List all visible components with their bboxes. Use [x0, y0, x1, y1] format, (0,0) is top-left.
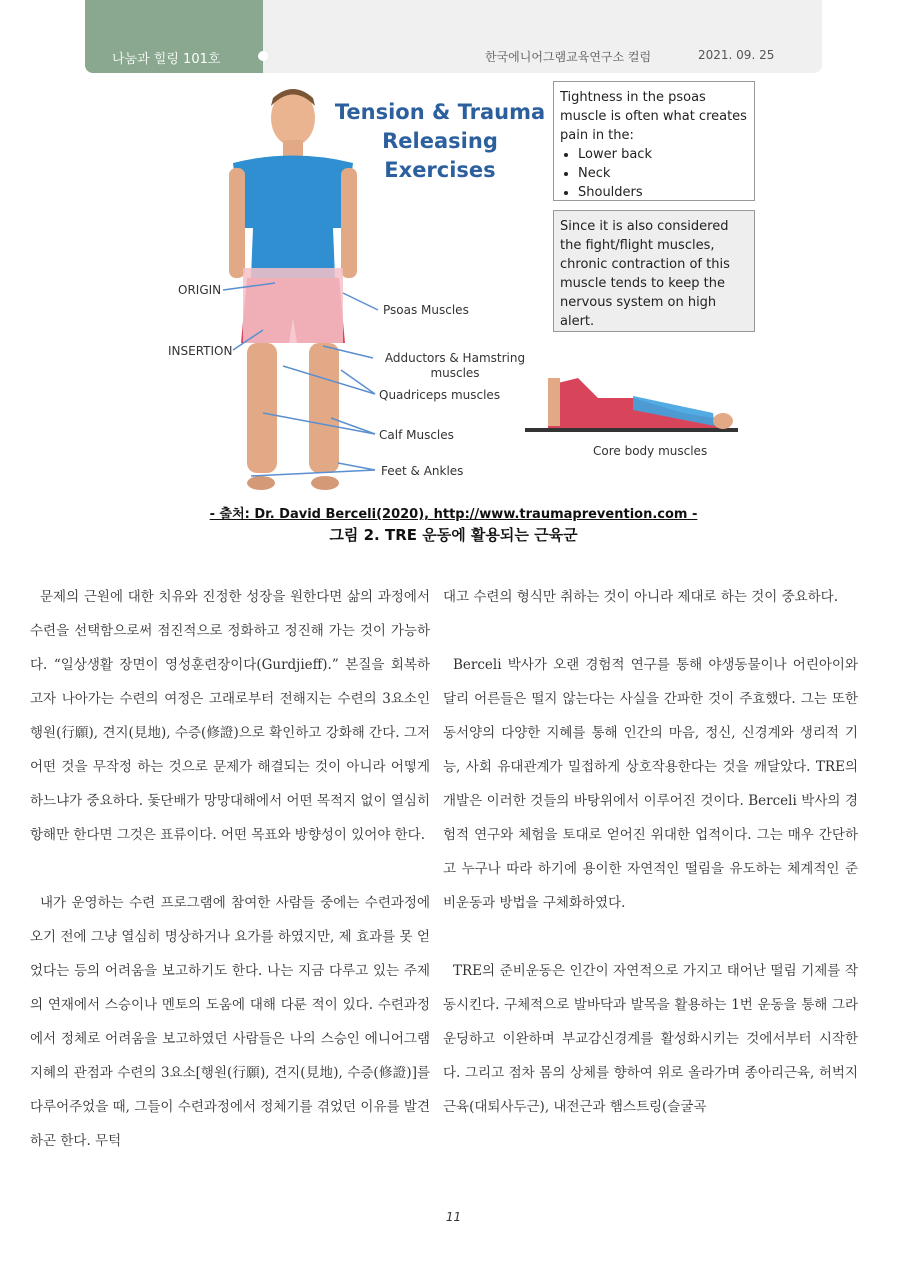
psoas-tightness-text: Tightness in the psoas muscle is often what creates pain in the: [560, 90, 747, 143]
pain-area-item: • Lower back [578, 145, 748, 164]
label-feet: Feet & Ankles [381, 464, 464, 478]
bridge-pose-image [525, 378, 738, 430]
paragraph: Berceli 박사가 오랜 경험적 연구를 통해 야생동물이나 어린아이와 달리 어른들은 떨지 않는다는 사실을 간파한 것이 주효했다. 그는 또한 동서양의 다양한 지혜를 통해 인간의 마음, 정신, 신경계와 생리적 기능, 사회 유대관계가 밀접하게 상호작용한다는 것을 깨달았다. TRE의 개발은 이러한 것들의 바탕위에서 이루어진 것이다. Berceli 박사의 경험적 연구와 체험을 토대로 얻어진 위대한 업적이다. 그는 매우 간단하고 누구나 따라 하기에 용이한 자연적인 떨림을 유도하는 체계적인 준비운동과 방법을 구체화하였다. [443, 657, 858, 911]
label-calf: Calf Muscles [379, 428, 454, 442]
paragraph: 대고 수련의 형식만 취하는 것이 아니라 제대로 하는 것이 중요하다. [443, 589, 839, 605]
pain-area-item: • Shoulders [578, 183, 748, 202]
figure-title-line2: Releasing Exercises [382, 129, 498, 182]
figure-credit-text: - 출처: Dr. David Berceli(2020), http://www.traumaprevention.com - [209, 507, 698, 522]
body-column-left [30, 580, 430, 1158]
label-origin: ORIGIN [178, 283, 222, 297]
psoas-tightness-box [553, 81, 755, 201]
pain-area-item: • Neck [578, 164, 748, 183]
label-insertion: INSERTION [168, 344, 233, 358]
label-adductors: Adductors & Hamstring muscles [384, 351, 526, 380]
label-psoas: Psoas Muscles [383, 303, 469, 317]
tre-figure [163, 78, 757, 498]
header-dot-icon [258, 51, 268, 61]
fight-flight-box: Since it is also considered the fight/flight muscles, chronic contraction of this muscle tends to keep the nervous system on high alert. [553, 210, 755, 332]
paragraph: 문제의 근원에 대한 치유와 진정한 성장을 원한다면 삶의 과정에서 수련을 선택함으로써 점진적으로 정화하고 정진해 가는 것이 가능하다. “일상생활 장면이 영성훈련장이다(Gurdjieff).” 본질을 회복하고자 나아가는 수련의 여정은 고래로부터 전해지는 수련의 3요소인 행원(行願), 견지(見地), 수증(修證)으로 확인하고 강화해 간다. 그저 어떤 것을 무작정 하는 것으로 문제가 해결되는 것이 아니라 어떻게 하느냐가 중요하다. 돛단배가 망망대해에서 어떤 목적지 없이 열심히 항해만 한다면 그것은 표류이다. 어떤 목표와 방향성이 있어야 한다. [30, 589, 430, 843]
column-label: 한국에니어그램교육연구소 컬럼 [485, 50, 652, 64]
label-quadriceps: Quadriceps muscles [379, 388, 501, 402]
issue-label: 나눔과 힐링 101호 [112, 52, 221, 67]
figure-title-line1: Tension & Trauma [334, 100, 546, 124]
figure-caption: 그림 2. TRE 운동에 활용되는 근육군 [329, 526, 578, 544]
figure-credit [0, 503, 907, 522]
page-number: 11 [445, 1210, 462, 1224]
body-column-right [443, 580, 858, 1124]
paragraph: 내가 운영하는 수련 프로그램에 참여한 사람들 중에는 수련과정에 오기 전에 그냥 열심히 명상하거나 요가를 하였지만, 제 효과를 못 얻었다는 등의 어려움을 보고하기도 한다. 나는 지금 다루고 있는 주제의 연재에서 스승이나 멘토의 도움에 대해 다룬 적이 있다. 수련과정에서 정체로 어려움을 보고하였던 사람들은 나의 스승인 에니어그램 지혜의 관점과 수련의 3요소[행원(行願), 견지(見地), 수증(修證)]를 다루어주었을 때, 그들이 수련과정에서 정체기를 겪었던 이유를 발견하곤 한다. 무턱 [30, 895, 430, 1149]
issue-date: 2021. 09. 25 [698, 48, 775, 62]
label-core: Core body muscles [593, 444, 708, 458]
paragraph: TRE의 준비운동은 인간이 자연적으로 가지고 태어난 떨림 기제를 작동시킨다. 구체적으로 발바닥과 발목을 활용하는 1번 운동을 통해 그라운딩하고 이완하며 부교감신경계를 활성화시키는 것에서부터 시작한다. 그리고 점차 몸의 상체를 향하여 위로 올라가며 종아리근육, 허벅지 근육(대퇴사두근), 내전근과 햄스트링(슬굴곡 [443, 963, 858, 1115]
pain-area-list [560, 145, 748, 202]
figure-title [333, 98, 547, 185]
